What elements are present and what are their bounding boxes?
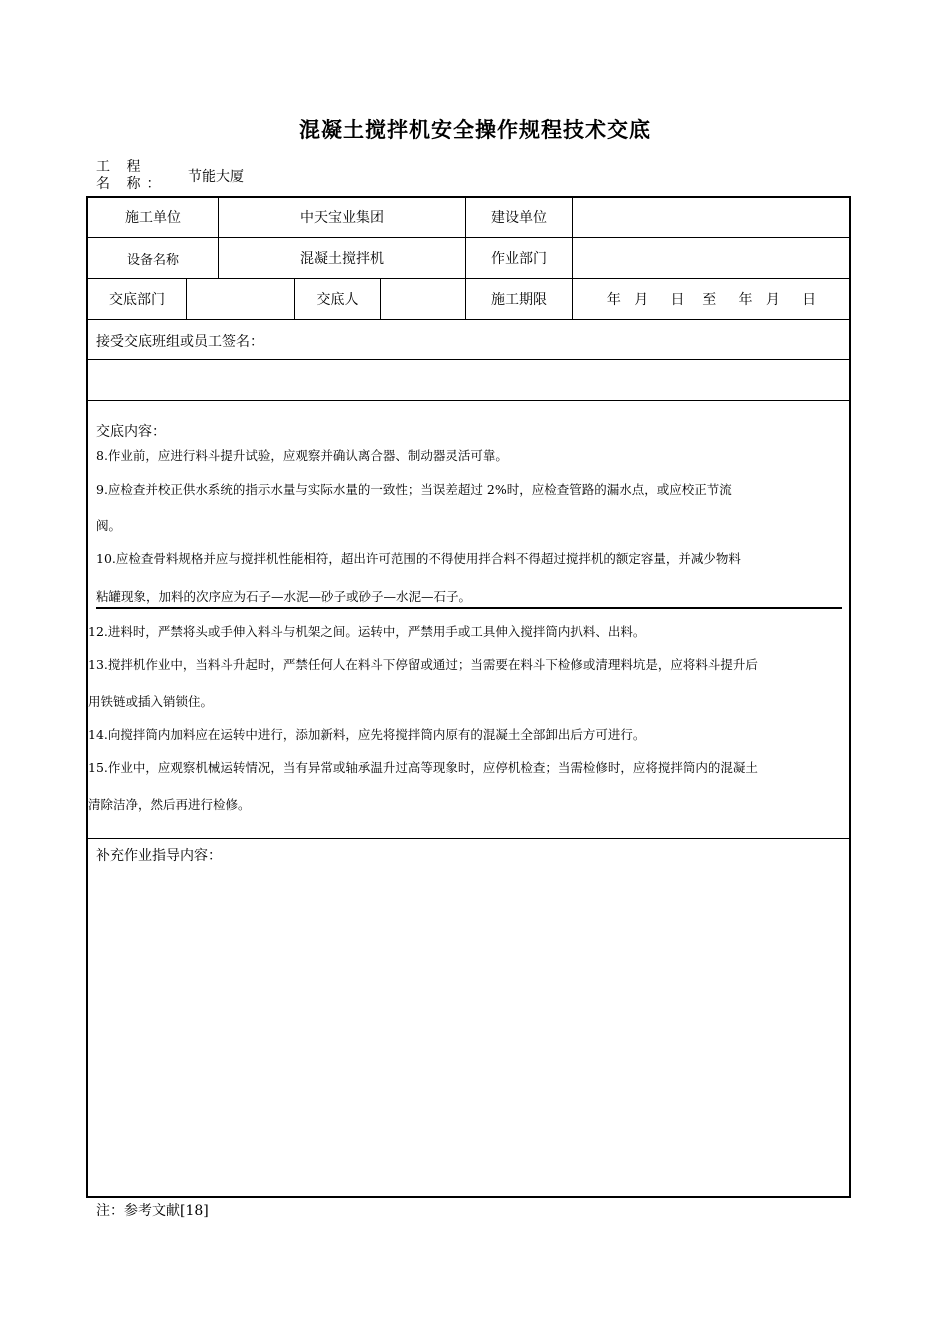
equipment-name-value[interactable]: 混凝土搅拌机 [300, 251, 384, 267]
supplement-field[interactable] [88, 870, 850, 1196]
handover-person-label: 交底人 [316, 292, 359, 308]
content-line: 阀。 [96, 518, 122, 533]
project-name-label: 工 程 名 称： [96, 159, 167, 192]
project-name-value: 节能大厦 [188, 169, 244, 185]
handover-person-value[interactable] [381, 279, 465, 319]
owner-unit-label: 建设单位 [491, 210, 547, 226]
equipment-name-label: 设备名称 [126, 252, 179, 268]
handover-dept-value[interactable] [187, 279, 294, 319]
reference-note: 注：参考文献[18] [96, 1203, 209, 1219]
construction-period-label: 施工期限 [491, 292, 547, 308]
content-line: 10.应检查骨料规格并应与搅拌机性能相符，超出许可范围的不得使用拌合料不得超过搅拌机的额定容量，并减少物料 [96, 551, 741, 566]
content-line: 清除洁净，然后再进行检修。 [88, 797, 251, 812]
content-line: 粘罐现象，加料的次序应为石子—水泥—砂子或砂子—水泥—石子。 [96, 589, 472, 604]
supplement-label: 补充作业指导内容： [96, 848, 222, 864]
construction-unit-value[interactable]: 中天宝业集团 [300, 210, 384, 226]
content-line: 8.作业前，应进行料斗提升试验，应观察并确认离合器、制动器灵活可靠。 [96, 448, 508, 463]
content-line: 用铁链或插入销锁住。 [88, 694, 214, 709]
content-divider [96, 607, 842, 609]
content-line: 9.应检查并校正供水系统的指示水量与实际水量的一致性；当误差超过 2%时，应检查管路的漏水点，或应校正节流 [96, 482, 732, 497]
signature-label: 接受交底班组或员工签名： [96, 334, 264, 350]
content-line: 15.作业中，应观察机械运转情况，当有异常或轴承温升过高等现象时，应停机检查；当需检修时，应将搅拌筒内的混凝土 [88, 760, 758, 775]
document-title: 混凝土搅拌机安全操作规程技术交底 [299, 118, 651, 142]
row-divider [87, 400, 850, 401]
owner-unit-value[interactable] [573, 197, 850, 237]
row-divider [87, 319, 850, 320]
content-label: 交底内容： [96, 424, 166, 440]
content-line: 13.搅拌机作业中，当料斗升起时，严禁任何人在料斗下停留或通过；当需要在料斗下检修或清理料坑是，应将料斗提升后 [88, 657, 758, 672]
content-line: 12.进料时，严禁将头或手伸入料斗与机架之间。运转中，严禁用手或工具伸入搅拌筒内扒料、出料。 [88, 624, 646, 639]
row-divider [87, 838, 850, 839]
work-dept-value[interactable] [573, 238, 850, 278]
handover-dept-label: 交底部门 [109, 292, 165, 308]
content-line: 14.向搅拌筒内加料应在运转中进行，添加新料，应先将搅拌筒内原有的混凝土全部卸出后方可进行。 [88, 727, 646, 742]
construction-unit-label: 施工单位 [125, 210, 181, 226]
work-dept-label: 作业部门 [491, 251, 547, 267]
construction-period-value[interactable]: 年 月 日 至 年 月 日 [606, 292, 817, 308]
signature-field[interactable] [88, 360, 850, 400]
